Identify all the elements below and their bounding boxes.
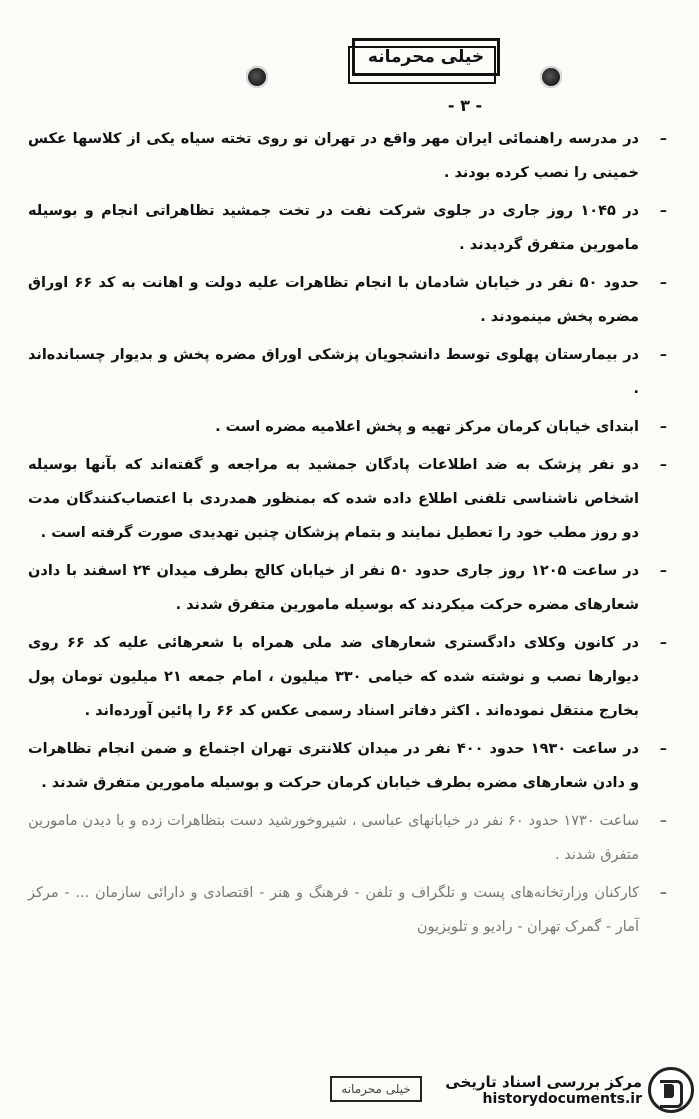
report-item: – کارکنان وزارتخانه‌های پست و تلگراف و تلفن - فرهنگ و هنر - اقتصادی و دارائی سازمان ... - مرکز آمار - گمرک تهران - رادیو و تلویزیون [28, 876, 639, 944]
punch-hole-left [246, 66, 268, 88]
report-item: – در ساعت ۱۹۳۰ حدود ۴۰۰ نفر در میدان کلانتری تهران اجتماع و ضمن انجام تظاهرات و دادن شعارهای مضره بطرف خیابان کرمان حرکت و بوسیله مامورین متفرق شدند . [28, 732, 639, 800]
report-item: – در ساعت ۱۲۰۵ روز جاری حدود ۵۰ نفر از خیابان کالج بطرف میدان ۲۴ اسفند با دادن شعارهای مضره حرکت میکردند که بوسیله مامورین متفرق شدند . [28, 554, 639, 622]
classification-text: خیلی محرمانه [367, 47, 485, 67]
punch-hole-right [540, 66, 562, 88]
report-item: – دو نفر پزشک به ضد اطلاعات پادگان جمشید به مراجعه و گفته‌اند که بآنها بوسیله اشخاص ناشناسی تلفنی اطلاع داده شده که بمنظور همدردی با اعتصاب‌کنندگان مدت دو روز مطب خود را تعطیل نمایند و بتمام پزشکان چنین تهدیدی صورت گرفته است . [28, 448, 639, 550]
report-item: – ابتدای خیابان کرمان مرکز تهیه و پخش اعلامیه مضره است . [28, 410, 639, 444]
watermark-title: مرکز بررسی اسناد تاریخی [445, 1073, 642, 1091]
report-item: – ساعت ۱۷۳۰ حدود ۶۰ نفر در خیابانهای عباسی ، شیروخورشید دست بتظاهرات زده و با دیدن مامورین متفرق شدند . [28, 804, 639, 872]
classification-stamp [352, 38, 500, 76]
archive-logo-icon [648, 1067, 694, 1113]
watermark-text [432, 1073, 648, 1107]
report-items [28, 122, 639, 948]
report-item: – حدود ۵۰ نفر در خیابان شادمان با انجام تظاهرات علیه دولت و اهانت به کد ۶۶ اوراق مضره پخش مینمودند . [28, 266, 639, 334]
archive-watermark [432, 1064, 694, 1116]
report-item: – در ۱۰۴۵ روز جاری در جلوی شرکت نفت در تخت جمشید تظاهراتی انجام و بوسیله مامورین متفرق گردیدند . [28, 194, 639, 262]
page-number: - ۳ - [447, 96, 483, 115]
footer-classification-text: خیلی محرمانه [341, 1082, 411, 1096]
report-item: – در کانون وکلای دادگستری شعارهای ضد ملی همراه با شعرهائی علیه کد ۶۶ روی دیوارها نصب و نوشته شده که خیامی ۳۳۰ میلیون ، امام جمعه ۲۱ میلیون تومان پول بخارج منتقل نموده‌اند . اکثر دفاتر اسناد رسمی عکس کد ۶۶ را پائین آورده‌اند . [28, 626, 639, 728]
report-item: – در بیمارستان پهلوی توسط دانشجویان پزشکی اوراق مضره پخش و بدیوار چسبانده‌اند . [28, 338, 639, 406]
footer-classification-stamp [330, 1076, 422, 1102]
watermark-url: historydocuments.ir [482, 1091, 642, 1107]
report-item: – در مدرسه راهنمائی ایران مهر واقع در تهران نو روی تخته سیاه یکی از کلاسها عکس خمینی را نصب کرده بودند . [28, 122, 639, 190]
